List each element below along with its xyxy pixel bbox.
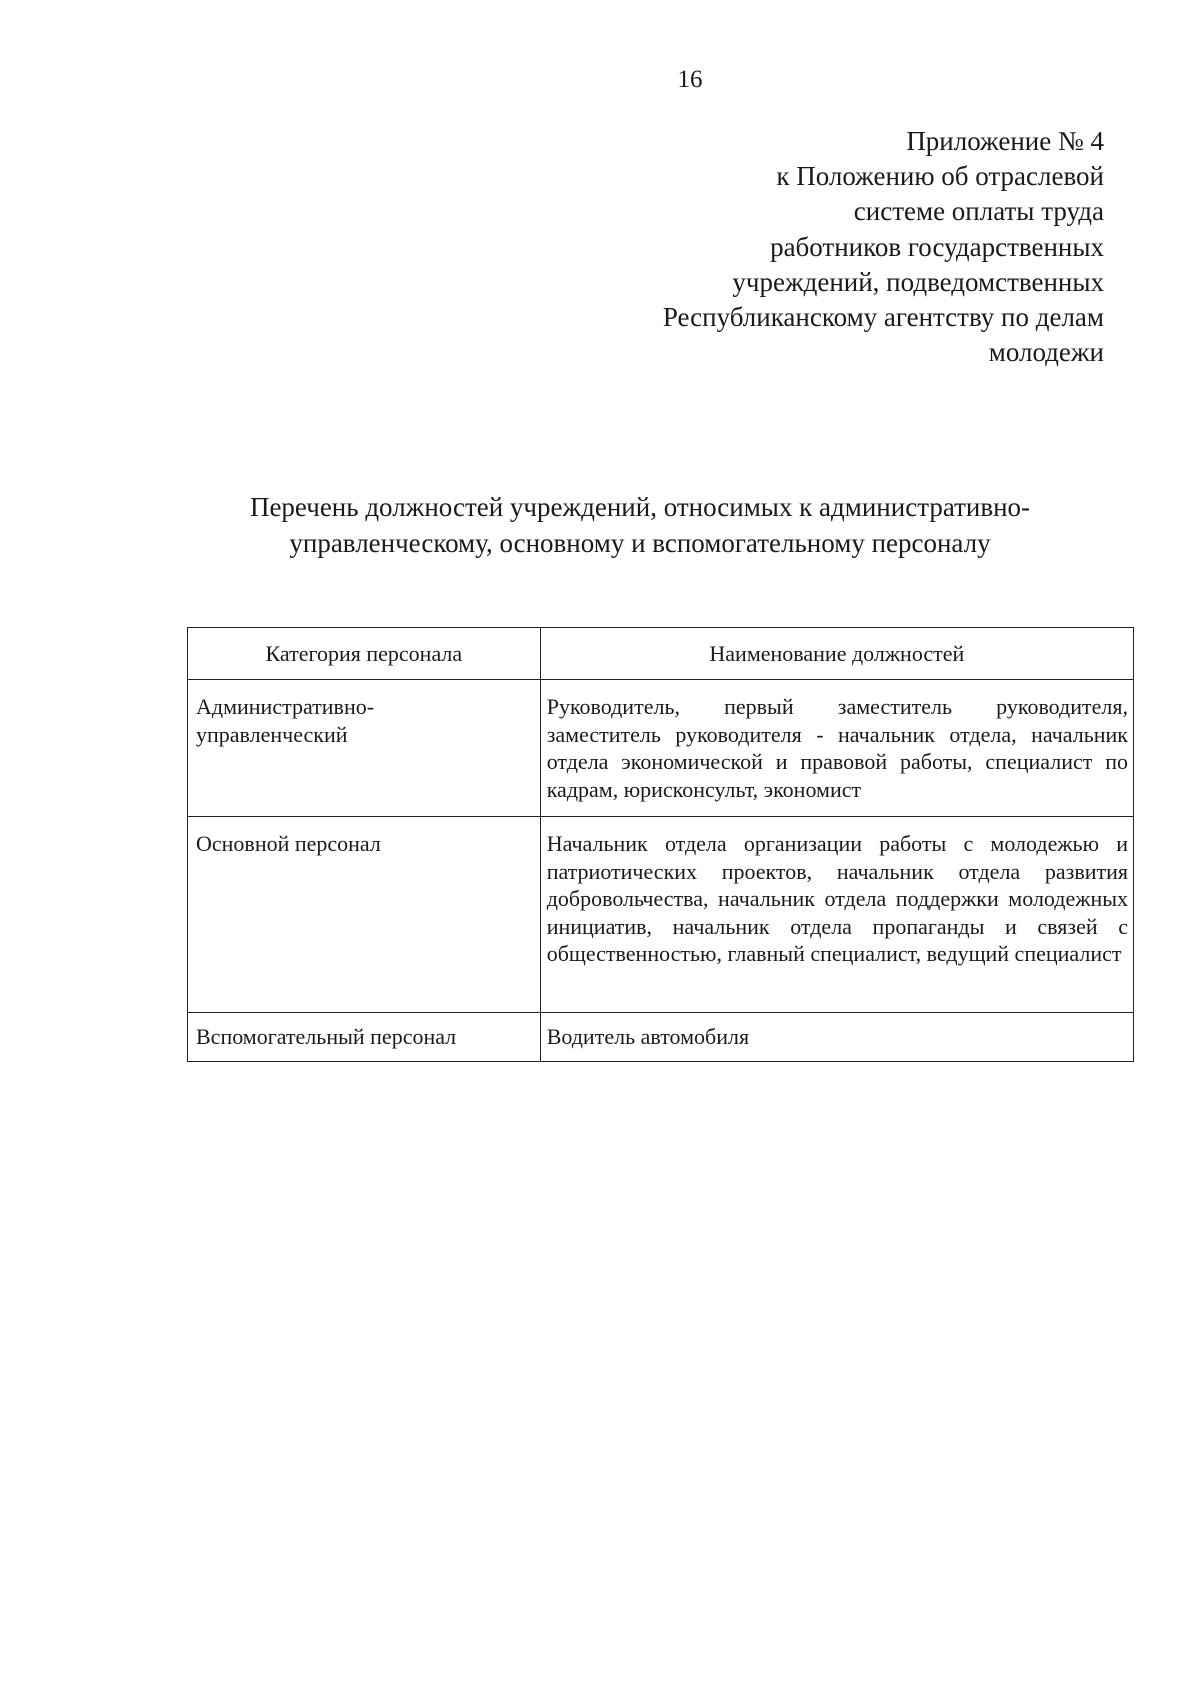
document-title — [180, 489, 1100, 561]
title-line: Перечень должностей учреждений, относимых к административно- — [249, 492, 1031, 522]
category-cell — [188, 680, 541, 817]
table-row — [188, 817, 1134, 1013]
category-cell: Основной персонал — [188, 817, 541, 1013]
title-line: управленческому, основному и вспомогательному персоналу — [289, 528, 991, 558]
header-positions: Наименование должностей — [540, 628, 1133, 680]
table-row — [188, 1013, 1134, 1062]
table-row — [188, 680, 1134, 817]
table-header-row — [188, 628, 1134, 680]
annex-line: системе оплаты труда — [853, 196, 1104, 227]
annex-line: к Положению об отраслевой — [776, 161, 1104, 192]
positions-cell: Руководитель, первый заместитель руководителя, заместитель руководителя - начальник отдела, начальник отдела экономической и правовой работы, специалист по кадрам, юрисконсульт, экономист — [540, 680, 1133, 817]
positions-cell: Начальник отдела организации работы с молодежью и патриотических проектов, начальник отдела развития добровольчества, начальник отдела поддержки молодежных инициатив, начальник отдела пропаганды и связей с общественностью, главный специалист, ведущий специалист — [540, 817, 1133, 1013]
annex-line: работников государственных — [770, 231, 1104, 262]
annex-line: Республиканскому агентству по делам — [662, 302, 1104, 333]
category-text: Административно- управленческий — [196, 694, 375, 747]
category-cell: Вспомогательный персонал — [188, 1013, 541, 1062]
annex-line: Приложение № 4 — [906, 126, 1104, 156]
annex-header — [544, 124, 1104, 370]
annex-line: учреждений, подведомственных — [732, 266, 1104, 297]
header-category: Категория персонала — [188, 628, 541, 680]
positions-cell: Водитель автомобиля — [540, 1013, 1133, 1062]
positions-table — [187, 627, 1134, 1062]
page-number: 16 — [677, 66, 703, 93]
annex-line: молодежи — [988, 337, 1104, 368]
